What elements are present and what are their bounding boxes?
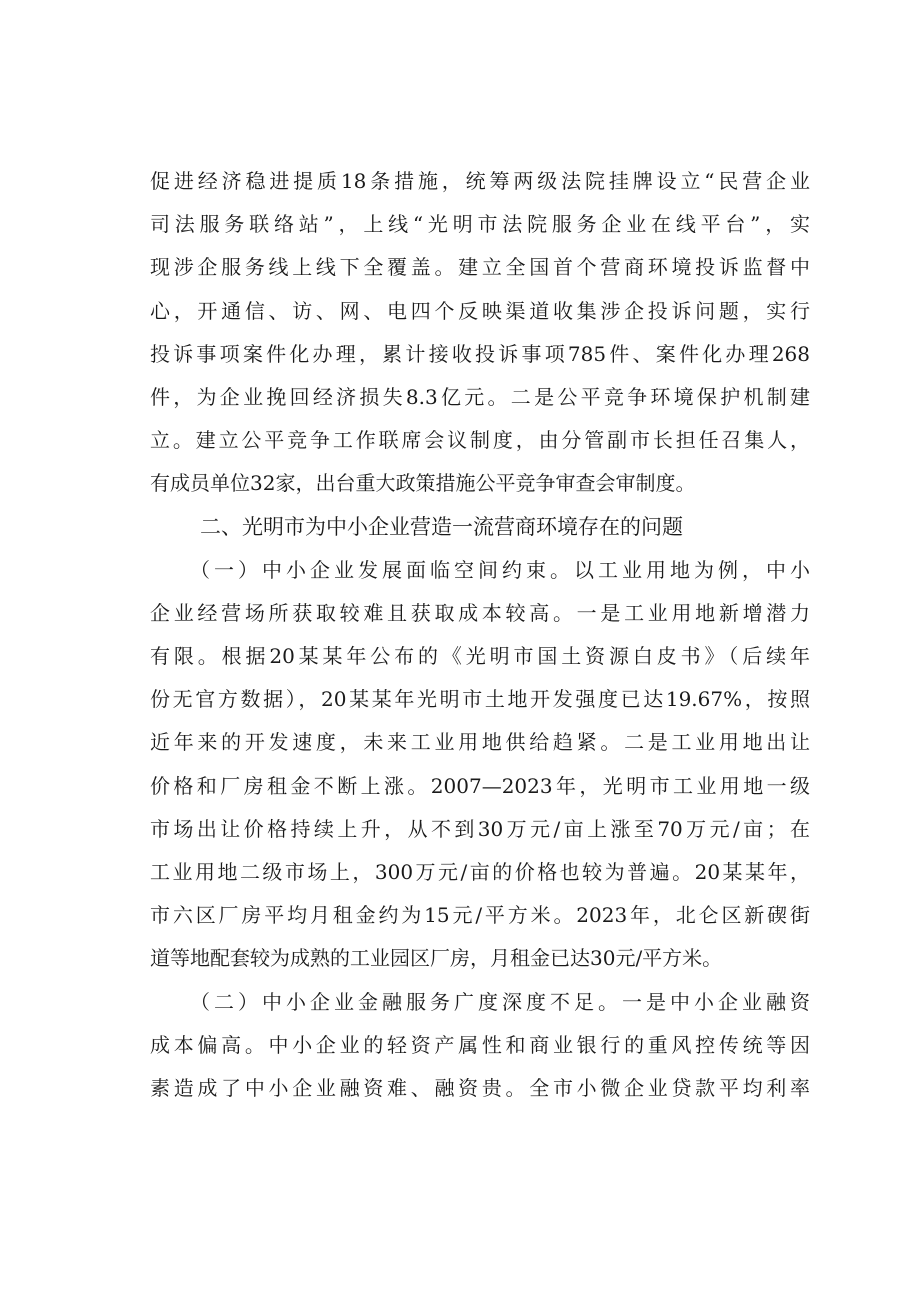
text-line: 素造成了中小企业融资难、融资贵。全市小微企业贷款平均利率 bbox=[150, 1075, 810, 1100]
text-line: 道等地配套较为成熟的工业园区厂房，月租金已达30元/平方米。 bbox=[150, 946, 723, 971]
text-line: 司法服务联络站”，上线“光明市法院服务企业在线平台”，实 bbox=[150, 212, 810, 237]
text-line: （一）中小企业发展面临空间约束。以工业用地为例，中小 bbox=[190, 557, 810, 582]
text-line: 份无官方数据），20某某年光明市土地开发强度已达19.67%，按照 bbox=[150, 687, 810, 712]
section-heading: 二、光明市为中小企业营造一流营商环境存在的问题 bbox=[200, 514, 683, 539]
text-line: 心，开通信、访、网、电四个反映渠道收集涉企投诉问题，实行 bbox=[150, 298, 810, 323]
text-line: 企业经营场所获取较难且获取成本较高。一是工业用地新增潜力 bbox=[150, 600, 810, 625]
text-line: 现涉企服务线上线下全覆盖。建立全国首个营商环境投诉监督中 bbox=[150, 255, 810, 280]
text-line: 工业用地二级市场上，300万元/亩的价格也较为普遍。20某某年， bbox=[150, 860, 810, 884]
text-line: 市六区厂房平均月租金约为15元/平方米。2023年，北仑区新碶街 bbox=[150, 903, 810, 928]
text-line: 成本偏高。中小企业的轻资产属性和商业银行的重风控传统等因 bbox=[150, 1032, 810, 1057]
text-line: 件，为企业挽回经济损失8.3亿元。二是公平竞争环境保护机制建 bbox=[150, 384, 810, 409]
text-line: 投诉事项案件化办理，累计接收投诉事项785件、案件化办理268 bbox=[150, 341, 810, 366]
text-line: 有成员单位32家，出台重大政策措施公平竞争审查会审制度。 bbox=[150, 471, 696, 496]
body-text bbox=[150, 160, 810, 1110]
text-line: 立。建立公平竞争工作联席会议制度，由分管副市长担任召集人， bbox=[150, 428, 810, 453]
text-line: 近年来的开发速度，未来工业用地供给趋紧。二是工业用地出让 bbox=[150, 730, 810, 755]
text-line: 促进经济稳进提质18条措施，统筹两级法院挂牌设立“民营企业 bbox=[150, 169, 810, 193]
text-line: 有限。根据20某某年公布的《光明市国土资源白皮书》（后续年 bbox=[150, 644, 810, 669]
text-line: （二）中小企业金融服务广度深度不足。一是中小企业融资 bbox=[190, 989, 810, 1014]
text-line: 市场出让价格持续上升，从不到30万元/亩上涨至70万元/亩；在 bbox=[150, 816, 810, 841]
text-line: 价格和厂房租金不断上涨。2007—2023年，光明市工业用地一级 bbox=[150, 773, 810, 798]
